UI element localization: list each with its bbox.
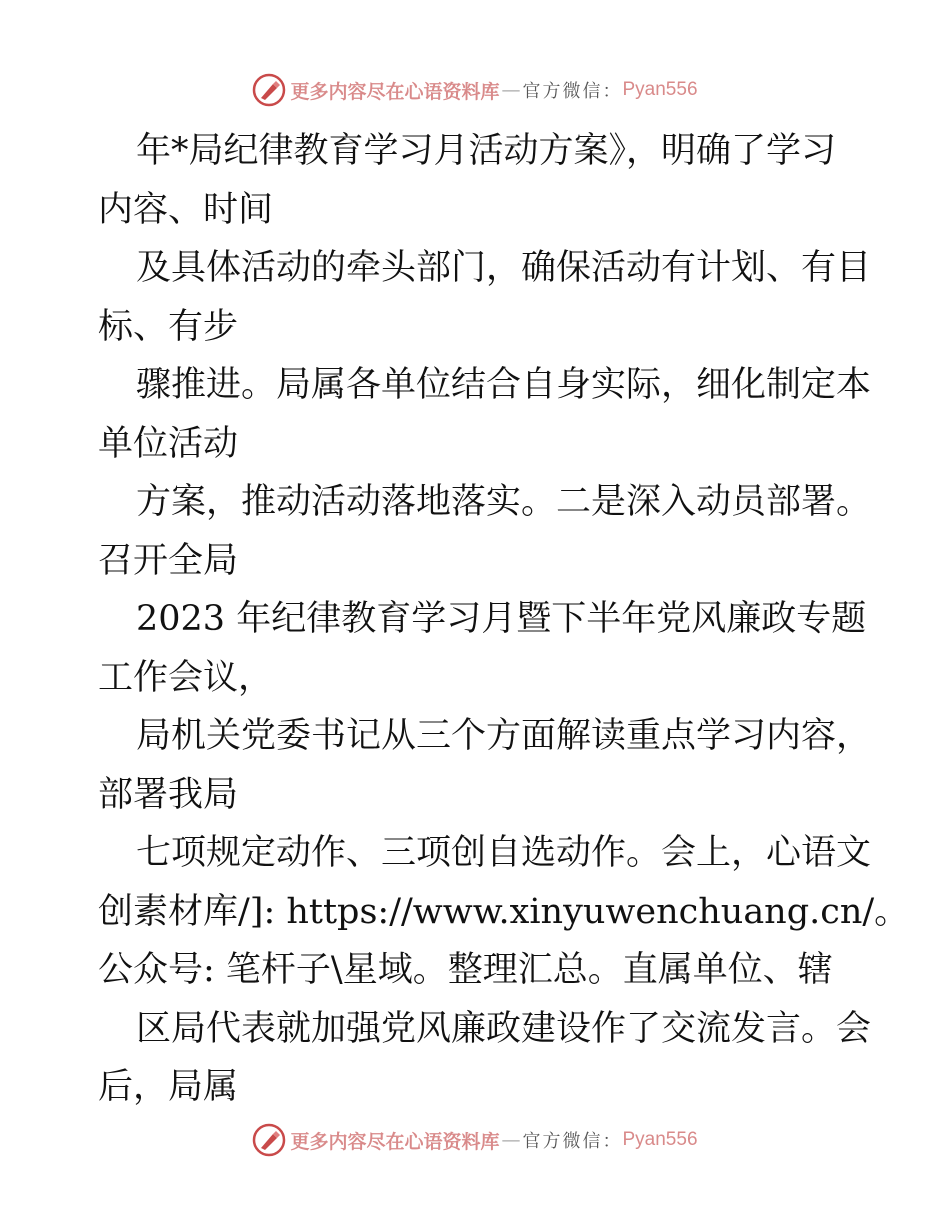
text-line: 后，局属 <box>98 1067 239 1107</box>
logo-pen-icon <box>252 1123 286 1157</box>
text-line: 年*局纪律教育学习月活动方案》，明确了学习 <box>136 131 837 171</box>
footer-banner <box>0 1120 950 1160</box>
footer-wechat-id: Pyan556 <box>622 1129 698 1150</box>
footer-wechat-label: 官方微信： <box>522 1131 623 1152</box>
text-line: 单位活动 <box>98 423 239 464</box>
header-wechat-id: Pyan556 <box>622 79 698 100</box>
footer-banner-dash: — <box>501 1129 521 1151</box>
text-line: 及具体活动的牵头部门，确保活动有计划、有目 <box>136 248 872 288</box>
text-line: 七项规定动作、三项创自选动作。会上，心语文 <box>136 833 872 873</box>
footer-banner-text: 更多内容尽在心语资料库 <box>290 1130 500 1153</box>
text-line: 2023 年纪律教育学习月暨下半年党风廉政专题 <box>136 599 867 639</box>
header-banner-dash: — <box>501 79 521 101</box>
text-line: 工作会议， <box>98 657 274 698</box>
text-line: 创素材库/]: https://www.xinyuwenchuang.cn/。 <box>98 891 910 932</box>
logo-pen-icon <box>252 73 286 107</box>
text-line: 标、有步 <box>98 306 239 347</box>
text-line: 部署我局 <box>98 774 239 815</box>
text-line: 内容、时间 <box>98 189 274 230</box>
text-line: 区局代表就加强党风廉政建设作了交流发言。会 <box>136 1008 872 1049</box>
header-wechat-label: 官方微信： <box>522 81 623 102</box>
text-line: 方案，推动活动落地落实。二是深入动员部署。 <box>136 482 872 522</box>
text-line: 公众号: 笔杆子\星域。整理汇总。直属单位、辖 <box>98 950 833 990</box>
header-banner-text: 更多内容尽在心语资料库 <box>290 80 500 103</box>
header-banner <box>0 70 950 110</box>
text-line: 局机关党委书记从三个方面解读重点学习内容， <box>136 716 872 756</box>
body-text <box>98 122 910 1117</box>
text-line: 召开全局 <box>98 540 239 581</box>
text-line: 骤推进。局属各单位结合自身实际，细化制定本 <box>136 365 872 405</box>
